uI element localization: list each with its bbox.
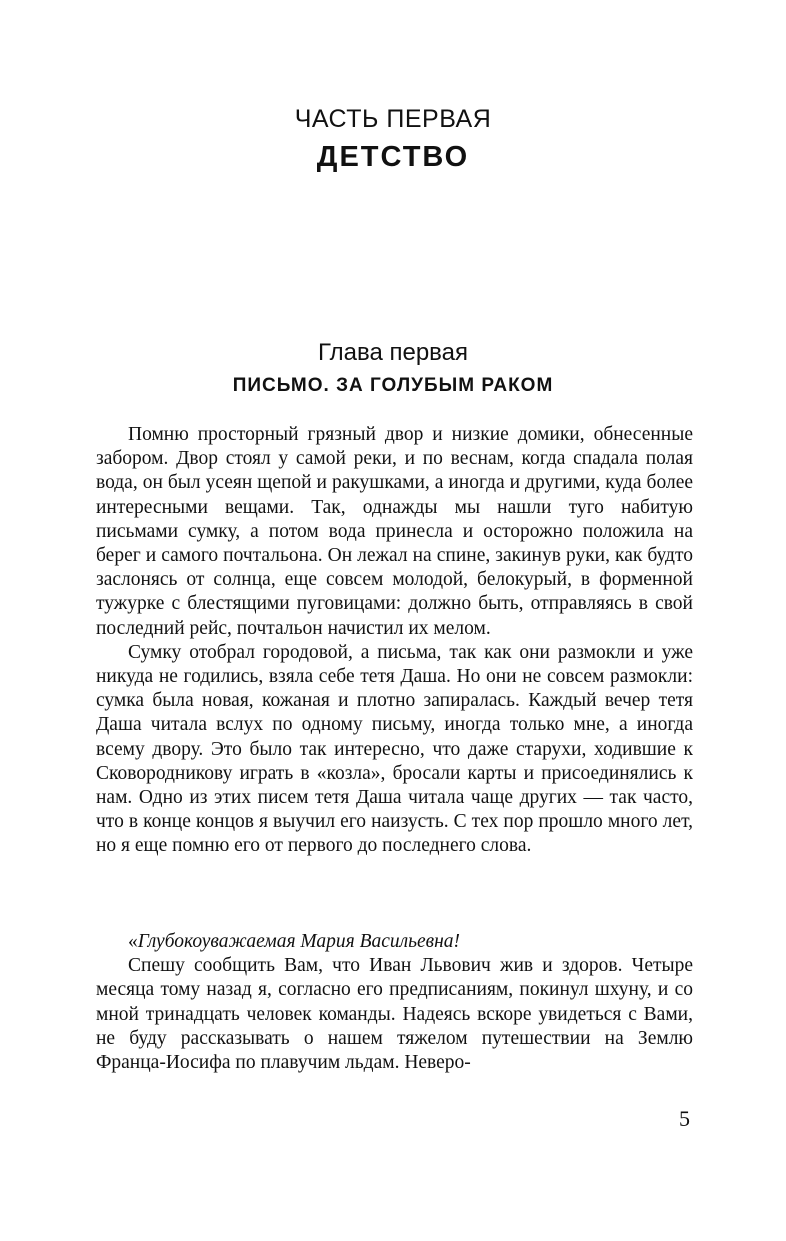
letter-greeting-line [96, 930, 693, 954]
page-number: 5 [679, 1106, 690, 1131]
letter-greeting: Глубокоуважаемая Мария Васильевна! [137, 931, 461, 952]
part-label: ЧАСТЬ ПЕРВАЯ [294, 105, 492, 133]
letter-text [96, 930, 693, 1075]
quote-mark: « [128, 931, 138, 952]
body-text [96, 423, 693, 859]
paragraph-2: Сумку отобрал городовой, а письма, так как они размокли и уже никуда не годились, взяла себе тетя Даша. Но они не совсем размокли: сумка была новая, кожаная и плотно запиралась. Каждый вечер тетя Даша читала вслух по одному письму, иногда только мне, а иногда всему двору. Это было так интересно, что даже старухи, ходившие к Сковородникову играть в «козла», бросали карты и присоединялись к нам. Одно из этих писем тетя Даша читала чаще других — так часто, что в конце концов я выучил его наизусть. С тех пор прошло много лет, но я еще помню его от первого до последнего слова. [96, 641, 693, 857]
chapter-title: ПИСЬМО. ЗА ГОЛУБЫМ РАКОМ [232, 375, 554, 396]
part-title: ДЕТСТВО [316, 141, 470, 173]
paragraph-1: Помню просторный грязный двор и низкие домики, обнесенные забором. Двор стоял у самой реки, и по веснам, когда спадала полая вода, он был усеян щепой и ракушками, а иногда и другими, куда более интересными вещами. Так, однажды мы нашли туго набитую письмами сумку, а потом вода принесла и осторожно положила на берег и самого почтальона. Он лежал на спине, закинув руки, как будто заслонясь от солнца, еще совсем молодой, белокурый, в форменной тужурке с блестящими пуговицами: должно быть, отправляясь в свой последний рейс, почтальон начистил их мелом. [96, 424, 693, 639]
letter-paragraph: Спешу сообщить Вам, что Иван Львович жив и здоров. Четыре месяца тому назад я, согласно его предписаниям, покинул шхуну, и со мной тринадцать человек команды. Надеясь вскоре увидеться с Вами, не буду рассказывать о нашем тяжелом путешествии на Землю Франца-Иосифа по плавучим льдам. Неверо- [96, 955, 693, 1074]
chapter-label: Глава первая [317, 339, 468, 366]
